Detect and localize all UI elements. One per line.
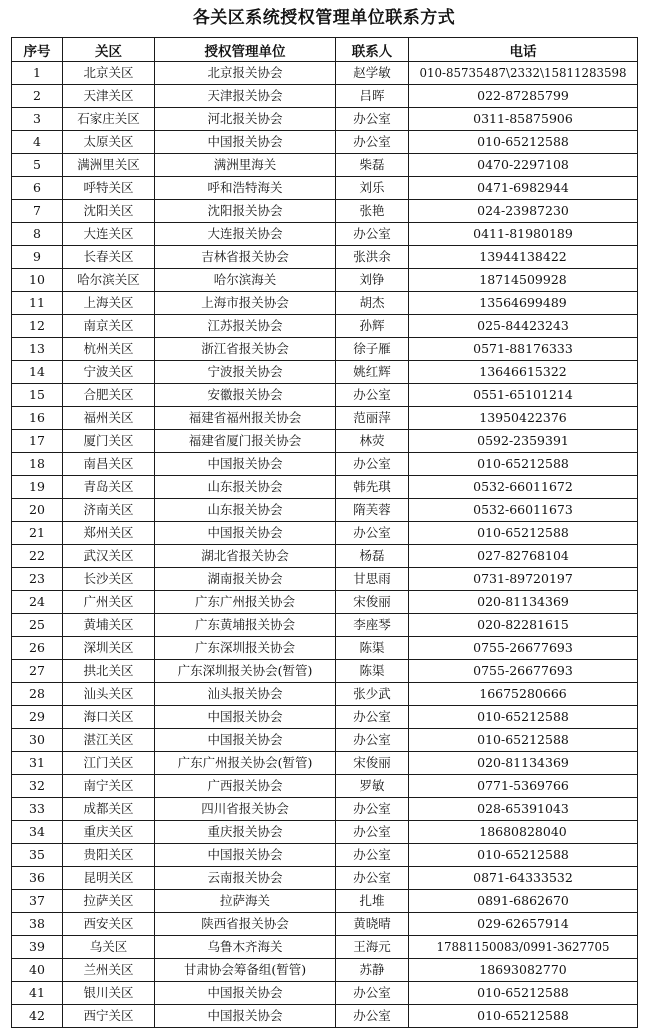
- cell-unit: 广东广州报关协会: [155, 591, 336, 614]
- cell-customs: 西安关区: [63, 913, 155, 936]
- cell-customs: 北京关区: [63, 62, 155, 85]
- cell-phone: 0755-26677693: [409, 660, 638, 683]
- cell-phone: 13950422376: [409, 407, 638, 430]
- cell-phone: 010-65212588: [409, 706, 638, 729]
- cell-no: 16: [12, 407, 63, 430]
- cell-customs: 拱北关区: [63, 660, 155, 683]
- cell-person: 李座琴: [336, 614, 409, 637]
- table-row: [12, 131, 638, 154]
- cell-customs: 天津关区: [63, 85, 155, 108]
- table-row: [12, 269, 638, 292]
- table-row: [12, 246, 638, 269]
- table-row: [12, 913, 638, 936]
- table-row: [12, 62, 638, 85]
- cell-no: 31: [12, 752, 63, 775]
- cell-person: 办公室: [336, 729, 409, 752]
- cell-customs: 兰州关区: [63, 959, 155, 982]
- cell-person: 韩先琪: [336, 476, 409, 499]
- cell-phone: 020-82281615: [409, 614, 638, 637]
- table-row: [12, 591, 638, 614]
- table-row: [12, 752, 638, 775]
- cell-unit: 广东广州报关协会(暂管): [155, 752, 336, 775]
- cell-customs: 乌关区: [63, 936, 155, 959]
- cell-phone: 18714509928: [409, 269, 638, 292]
- cell-unit: 湖北省报关协会: [155, 545, 336, 568]
- cell-person: 办公室: [336, 384, 409, 407]
- cell-unit: 宁波报关协会: [155, 361, 336, 384]
- cell-person: 张少武: [336, 683, 409, 706]
- cell-person: 姚红辉: [336, 361, 409, 384]
- cell-unit: 福建省福州报关协会: [155, 407, 336, 430]
- cell-unit: 北京报关协会: [155, 62, 336, 85]
- cell-person: 陈渠: [336, 637, 409, 660]
- cell-phone: 0532-66011672: [409, 476, 638, 499]
- cell-phone: 020-81134369: [409, 591, 638, 614]
- table-row: [12, 729, 638, 752]
- header-person: 联系人: [336, 38, 409, 62]
- cell-unit: 陕西省报关协会: [155, 913, 336, 936]
- table-row: [12, 223, 638, 246]
- cell-unit: 湖南报关协会: [155, 568, 336, 591]
- cell-no: 18: [12, 453, 63, 476]
- cell-unit: 上海市报关协会: [155, 292, 336, 315]
- cell-customs: 江门关区: [63, 752, 155, 775]
- cell-no: 8: [12, 223, 63, 246]
- cell-no: 25: [12, 614, 63, 637]
- cell-customs: 海口关区: [63, 706, 155, 729]
- cell-phone: 028-65391043: [409, 798, 638, 821]
- cell-person: 刘铮: [336, 269, 409, 292]
- cell-customs: 青岛关区: [63, 476, 155, 499]
- cell-customs: 成都关区: [63, 798, 155, 821]
- cell-no: 24: [12, 591, 63, 614]
- cell-phone: 010-65212588: [409, 729, 638, 752]
- cell-customs: 哈尔滨关区: [63, 269, 155, 292]
- table-row: [12, 453, 638, 476]
- cell-phone: 010-85735487\2332\15811283598: [409, 62, 638, 85]
- table-row: [12, 430, 638, 453]
- cell-unit: 汕头报关协会: [155, 683, 336, 706]
- cell-no: 13: [12, 338, 63, 361]
- cell-customs: 贵阳关区: [63, 844, 155, 867]
- cell-unit: 福建省厦门报关协会: [155, 430, 336, 453]
- table-row: [12, 338, 638, 361]
- cell-unit: 天津报关协会: [155, 85, 336, 108]
- cell-customs: 福州关区: [63, 407, 155, 430]
- cell-customs: 武汉关区: [63, 545, 155, 568]
- cell-unit: 呼和浩特海关: [155, 177, 336, 200]
- cell-unit: 广西报关协会: [155, 775, 336, 798]
- cell-phone: 027-82768104: [409, 545, 638, 568]
- cell-person: 孙辉: [336, 315, 409, 338]
- cell-phone: 0571-88176333: [409, 338, 638, 361]
- cell-unit: 云南报关协会: [155, 867, 336, 890]
- cell-unit: 广东深圳报关协会: [155, 637, 336, 660]
- header-no: 序号: [12, 38, 63, 62]
- table-row: [12, 384, 638, 407]
- cell-no: 12: [12, 315, 63, 338]
- cell-customs: 重庆关区: [63, 821, 155, 844]
- cell-no: 3: [12, 108, 63, 131]
- cell-person: 办公室: [336, 453, 409, 476]
- cell-phone: 0411-81980189: [409, 223, 638, 246]
- table-row: [12, 499, 638, 522]
- cell-no: 17: [12, 430, 63, 453]
- cell-person: 办公室: [336, 982, 409, 1005]
- cell-customs: 汕头关区: [63, 683, 155, 706]
- cell-phone: 0771-5369766: [409, 775, 638, 798]
- cell-no: 6: [12, 177, 63, 200]
- cell-customs: 呼特关区: [63, 177, 155, 200]
- cell-unit: 中国报关协会: [155, 982, 336, 1005]
- cell-phone: 010-65212588: [409, 522, 638, 545]
- cell-unit: 安徽报关协会: [155, 384, 336, 407]
- cell-unit: 四川省报关协会: [155, 798, 336, 821]
- cell-customs: 济南关区: [63, 499, 155, 522]
- cell-customs: 广州关区: [63, 591, 155, 614]
- table-header-row: [12, 38, 638, 62]
- table-row: [12, 844, 638, 867]
- cell-phone: 024-23987230: [409, 200, 638, 223]
- cell-unit: 甘肃协会筹备组(暂管): [155, 959, 336, 982]
- cell-phone: 0731-89720197: [409, 568, 638, 591]
- cell-no: 21: [12, 522, 63, 545]
- cell-phone: 0755-26677693: [409, 637, 638, 660]
- cell-unit: 沈阳报关协会: [155, 200, 336, 223]
- cell-no: 35: [12, 844, 63, 867]
- cell-person: 张艳: [336, 200, 409, 223]
- cell-unit: 拉萨海关: [155, 890, 336, 913]
- cell-person: 办公室: [336, 798, 409, 821]
- cell-customs: 深圳关区: [63, 637, 155, 660]
- cell-customs: 南京关区: [63, 315, 155, 338]
- header-phone: 电话: [409, 38, 638, 62]
- cell-unit: 广东深圳报关协会(暂管): [155, 660, 336, 683]
- cell-unit: 哈尔滨海关: [155, 269, 336, 292]
- table-row: [12, 821, 638, 844]
- cell-customs: 黄埔关区: [63, 614, 155, 637]
- cell-no: 11: [12, 292, 63, 315]
- cell-person: 办公室: [336, 867, 409, 890]
- cell-unit: 中国报关协会: [155, 453, 336, 476]
- table-row: [12, 315, 638, 338]
- cell-person: 林荧: [336, 430, 409, 453]
- cell-no: 39: [12, 936, 63, 959]
- cell-unit: 山东报关协会: [155, 499, 336, 522]
- cell-phone: 17881150083/0991-3627705: [409, 936, 638, 959]
- cell-person: 陈渠: [336, 660, 409, 683]
- table-row: [12, 85, 638, 108]
- cell-no: 9: [12, 246, 63, 269]
- cell-unit: 河北报关协会: [155, 108, 336, 131]
- cell-customs: 合肥关区: [63, 384, 155, 407]
- cell-unit: 重庆报关协会: [155, 821, 336, 844]
- cell-phone: 13564699489: [409, 292, 638, 315]
- header-unit: 授权管理单位: [155, 38, 336, 62]
- cell-unit: 中国报关协会: [155, 729, 336, 752]
- cell-customs: 长春关区: [63, 246, 155, 269]
- cell-person: 办公室: [336, 821, 409, 844]
- cell-phone: 13646615322: [409, 361, 638, 384]
- cell-unit: 中国报关协会: [155, 131, 336, 154]
- cell-unit: 满洲里海关: [155, 154, 336, 177]
- cell-phone: 18693082770: [409, 959, 638, 982]
- cell-person: 扎堆: [336, 890, 409, 913]
- cell-person: 办公室: [336, 223, 409, 246]
- cell-no: 37: [12, 890, 63, 913]
- cell-no: 20: [12, 499, 63, 522]
- cell-customs: 满洲里关区: [63, 154, 155, 177]
- cell-no: 23: [12, 568, 63, 591]
- cell-phone: 0592-2359391: [409, 430, 638, 453]
- table-row: [12, 867, 638, 890]
- cell-person: 张洪余: [336, 246, 409, 269]
- table-row: [12, 775, 638, 798]
- cell-unit: 中国报关协会: [155, 706, 336, 729]
- cell-customs: 银川关区: [63, 982, 155, 1005]
- cell-no: 26: [12, 637, 63, 660]
- cell-phone: 16675280666: [409, 683, 638, 706]
- cell-unit: 江苏报关协会: [155, 315, 336, 338]
- cell-phone: 0471-6982944: [409, 177, 638, 200]
- cell-unit: 中国报关协会: [155, 844, 336, 867]
- table-row: [12, 890, 638, 913]
- table-row: [12, 177, 638, 200]
- table-row: [12, 982, 638, 1005]
- cell-person: 办公室: [336, 131, 409, 154]
- cell-unit: 中国报关协会: [155, 522, 336, 545]
- table-row: [12, 959, 638, 982]
- cell-phone: 0532-66011673: [409, 499, 638, 522]
- cell-no: 15: [12, 384, 63, 407]
- table-row: [12, 660, 638, 683]
- cell-customs: 昆明关区: [63, 867, 155, 890]
- cell-person: 苏静: [336, 959, 409, 982]
- page-title: 各关区系统授权管理单位联系方式: [192, 8, 456, 28]
- table-row: [12, 568, 638, 591]
- table-row: [12, 936, 638, 959]
- cell-no: 42: [12, 1005, 63, 1028]
- table-row: [12, 1005, 638, 1028]
- cell-phone: 020-81134369: [409, 752, 638, 775]
- cell-person: 刘乐: [336, 177, 409, 200]
- cell-phone: 010-65212588: [409, 453, 638, 476]
- cell-customs: 石家庄关区: [63, 108, 155, 131]
- cell-no: 34: [12, 821, 63, 844]
- cell-no: 7: [12, 200, 63, 223]
- cell-no: 27: [12, 660, 63, 683]
- cell-phone: 0311-85875906: [409, 108, 638, 131]
- table-row: [12, 683, 638, 706]
- cell-no: 36: [12, 867, 63, 890]
- cell-phone: 18680828040: [409, 821, 638, 844]
- table-row: [12, 200, 638, 223]
- cell-no: 32: [12, 775, 63, 798]
- cell-phone: 0470-2297108: [409, 154, 638, 177]
- cell-customs: 南昌关区: [63, 453, 155, 476]
- cell-customs: 太原关区: [63, 131, 155, 154]
- cell-customs: 南宁关区: [63, 775, 155, 798]
- cell-person: 办公室: [336, 522, 409, 545]
- cell-no: 14: [12, 361, 63, 384]
- cell-phone: 010-65212588: [409, 982, 638, 1005]
- cell-person: 赵学敏: [336, 62, 409, 85]
- cell-phone: 010-65212588: [409, 1005, 638, 1028]
- cell-person: 宋俊丽: [336, 752, 409, 775]
- cell-phone: 0871-64333532: [409, 867, 638, 890]
- cell-no: 10: [12, 269, 63, 292]
- cell-person: 王海元: [336, 936, 409, 959]
- table-row: [12, 798, 638, 821]
- cell-no: 19: [12, 476, 63, 499]
- table-row: [12, 476, 638, 499]
- cell-no: 22: [12, 545, 63, 568]
- cell-person: 办公室: [336, 706, 409, 729]
- cell-customs: 拉萨关区: [63, 890, 155, 913]
- cell-customs: 杭州关区: [63, 338, 155, 361]
- table-row: [12, 108, 638, 131]
- cell-person: 办公室: [336, 844, 409, 867]
- cell-phone: 010-65212588: [409, 131, 638, 154]
- cell-customs: 沈阳关区: [63, 200, 155, 223]
- cell-unit: 中国报关协会: [155, 1005, 336, 1028]
- table-row: [12, 637, 638, 660]
- table-row: [12, 614, 638, 637]
- cell-person: 宋俊丽: [336, 591, 409, 614]
- cell-person: 徐子雁: [336, 338, 409, 361]
- cell-no: 4: [12, 131, 63, 154]
- cell-person: 吕晖: [336, 85, 409, 108]
- cell-phone: 13944138422: [409, 246, 638, 269]
- cell-no: 38: [12, 913, 63, 936]
- cell-phone: 029-62657914: [409, 913, 638, 936]
- cell-person: 胡杰: [336, 292, 409, 315]
- cell-phone: 010-65212588: [409, 844, 638, 867]
- cell-customs: 大连关区: [63, 223, 155, 246]
- cell-person: 黄晓晴: [336, 913, 409, 936]
- table-row: [12, 292, 638, 315]
- table-row: [12, 361, 638, 384]
- cell-no: 40: [12, 959, 63, 982]
- cell-unit: 吉林省报关协会: [155, 246, 336, 269]
- cell-unit: 浙江省报关协会: [155, 338, 336, 361]
- cell-phone: 025-84423243: [409, 315, 638, 338]
- cell-phone: 0551-65101214: [409, 384, 638, 407]
- cell-no: 30: [12, 729, 63, 752]
- table-body: [12, 62, 638, 1028]
- cell-person: 柴磊: [336, 154, 409, 177]
- table-row: [12, 706, 638, 729]
- cell-unit: 山东报关协会: [155, 476, 336, 499]
- table-row: [12, 522, 638, 545]
- cell-person: 甘思雨: [336, 568, 409, 591]
- cell-no: 28: [12, 683, 63, 706]
- cell-customs: 西宁关区: [63, 1005, 155, 1028]
- cell-customs: 厦门关区: [63, 430, 155, 453]
- cell-person: 范丽萍: [336, 407, 409, 430]
- cell-customs: 宁波关区: [63, 361, 155, 384]
- cell-no: 5: [12, 154, 63, 177]
- table-row: [12, 545, 638, 568]
- cell-no: 29: [12, 706, 63, 729]
- cell-customs: 湛江关区: [63, 729, 155, 752]
- cell-phone: 022-87285799: [409, 85, 638, 108]
- contacts-table: [11, 37, 638, 1028]
- table-row: [12, 407, 638, 430]
- cell-phone: 0891-6862670: [409, 890, 638, 913]
- cell-unit: 乌鲁木齐海关: [155, 936, 336, 959]
- cell-customs: 郑州关区: [63, 522, 155, 545]
- cell-unit: 广东黄埔报关协会: [155, 614, 336, 637]
- cell-person: 隋芙蓉: [336, 499, 409, 522]
- cell-customs: 上海关区: [63, 292, 155, 315]
- table-row: [12, 154, 638, 177]
- cell-no: 41: [12, 982, 63, 1005]
- cell-person: 杨磊: [336, 545, 409, 568]
- cell-no: 1: [12, 62, 63, 85]
- cell-no: 2: [12, 85, 63, 108]
- header-customs: 关区: [63, 38, 155, 62]
- cell-no: 33: [12, 798, 63, 821]
- cell-person: 罗敏: [336, 775, 409, 798]
- cell-unit: 大连报关协会: [155, 223, 336, 246]
- cell-customs: 长沙关区: [63, 568, 155, 591]
- cell-person: 办公室: [336, 1005, 409, 1028]
- cell-person: 办公室: [336, 108, 409, 131]
